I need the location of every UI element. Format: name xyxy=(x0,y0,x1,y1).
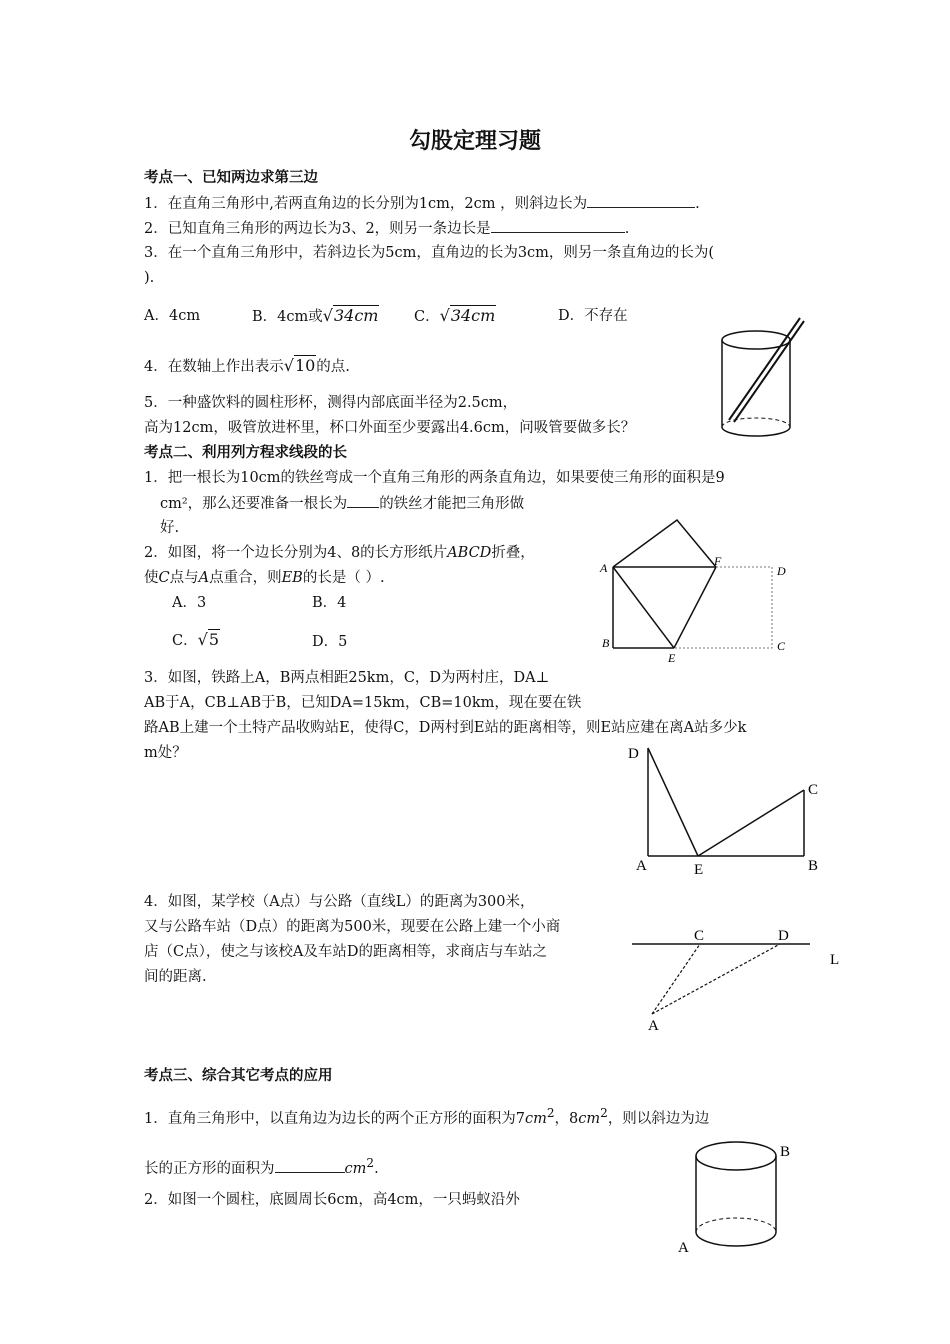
unit-cm: cm xyxy=(578,1110,601,1127)
label-b: B xyxy=(780,1144,791,1160)
s1-q4-text: 4．在数轴上作出表示 xyxy=(144,359,284,375)
s2-q2-line1 xyxy=(144,543,535,563)
cup-straw-figure xyxy=(716,312,816,442)
unit-sup: 2 xyxy=(546,1106,555,1120)
label-a: A xyxy=(600,561,608,575)
unit-sup: 2 xyxy=(366,1156,375,1170)
s1-q2-text: 2．已知直角三角形的两边长为3、2，则另一条边长是 xyxy=(144,221,491,237)
s1-q1 xyxy=(144,193,700,214)
sqrt-symbol: √34cm xyxy=(322,306,379,325)
label-a: A xyxy=(648,1018,659,1034)
label-a: A xyxy=(636,858,647,874)
s2-q3-line2: AB于A，CB⊥AB于B，已知DA=15km，CB=10km，现在要在铁 xyxy=(144,695,582,711)
option-a: A．4cm xyxy=(144,308,201,324)
cylinder-figure xyxy=(672,1136,802,1260)
point-c: C xyxy=(158,570,170,586)
s2-q4-line1: 4．如图，某学校（A点）与公路（直线L）的距离为300米， xyxy=(144,894,535,910)
s3-q1-text4: 长的正方形的面积为 xyxy=(144,1160,275,1177)
s2-q1-text: cm²，那么还要准备一根长为 xyxy=(160,496,348,512)
radicand: 34cm xyxy=(450,306,496,325)
s2-q2-text: 2．如图，将一个边长分别为4、8的长方形纸片 xyxy=(144,545,448,561)
s3-q1-end: . xyxy=(374,1160,379,1177)
label-e: E xyxy=(668,651,676,665)
s2-q2-seg: 点与 xyxy=(169,570,199,586)
s2-q2-seg: 点重合，则 xyxy=(209,570,282,586)
folded-rectangle-figure xyxy=(596,512,796,668)
label-c: C xyxy=(777,639,786,653)
s2-q2-text2: 折叠， xyxy=(491,545,535,561)
unit-sup: 2 xyxy=(600,1106,608,1120)
label-a: A xyxy=(678,1240,689,1256)
s3-q1-text: 1．直角三角形中，以直角边为边长的两个正方形的面积为7 xyxy=(144,1110,525,1127)
option-b xyxy=(252,306,379,327)
s2-q4-line2: 又与公路车站（D点）的距离为500米，现要在公路上建一个小商 xyxy=(144,919,561,935)
s2-q1-line3: 好. xyxy=(160,520,180,536)
point-a: A xyxy=(198,570,210,586)
s2-q1-text2: 的铁丝才能把三角形做 xyxy=(379,496,525,512)
s2-q2-line2 xyxy=(144,568,385,588)
label-d: D xyxy=(777,564,786,578)
s2-option-a: A．3 xyxy=(172,595,207,611)
s2-option-c xyxy=(172,630,220,651)
s2-q2-seg: 的长是（ ）. xyxy=(302,570,385,586)
option-c xyxy=(414,306,496,327)
s1-q5-line2: 高为12cm，吸管放进杯里，杯口外面至少要露出4.6cm，问吸管要做多长？ xyxy=(144,420,636,436)
answer-blank[interactable] xyxy=(491,218,625,233)
s1-q3-line1: 3．在一个直角三角形中，若斜边长为5cm，直角边的长为3cm，则另一条直角边的长为( xyxy=(144,245,715,261)
sqrt-symbol: √5 xyxy=(197,630,219,649)
s2-option-d: D．5 xyxy=(312,634,348,650)
s2-q3-line3: 路AB上建一个土特产品收购站E，使得C，D两村到E站的距离相等，则E站应建在离A站多少k xyxy=(144,720,747,736)
label-c: C xyxy=(694,928,705,944)
s2-q4-line4: 间的距离. xyxy=(144,969,207,985)
segment-eb: EB xyxy=(281,570,303,586)
s3-q1-line1 xyxy=(144,1103,709,1129)
s3-q1-line2 xyxy=(144,1153,379,1179)
label-d: D xyxy=(778,928,789,944)
option-c-text: C． xyxy=(414,309,440,325)
label-d: D xyxy=(628,746,639,762)
rect-name: ABCD xyxy=(447,545,492,561)
label-b: B xyxy=(808,858,819,874)
section2-heading: 考点二、利用列方程求线段的长 xyxy=(144,445,347,461)
s2-option-c-text: C． xyxy=(172,633,198,649)
s3-q2-line1: 2．如图一个圆柱，底圆周长6cm，高4cm，一只蚂蚁沿外 xyxy=(144,1192,520,1208)
sqrt-symbol: √10 xyxy=(283,356,316,375)
s1-q4 xyxy=(144,356,350,377)
sqrt-symbol: √34cm xyxy=(439,306,496,325)
option-b-text: B．4cm或 xyxy=(252,309,323,325)
s1-q3-line2: ). xyxy=(144,270,155,286)
road-figure xyxy=(628,920,848,1036)
s1-q2-end: . xyxy=(624,221,630,237)
s2-q3-line4: m处？ xyxy=(144,745,187,761)
s1-q1-end: . xyxy=(695,196,700,212)
section1-heading: 考点一、已知两边求第三边 xyxy=(144,170,318,186)
s2-q3-line1: 3．如图，铁路上A，B两点相距25km，C，D为两村庄，DA⊥ xyxy=(144,670,550,686)
s1-q1-text: 1．在直角三角形中,若两直角边的长分别为1cm，2cm ，则斜边长为 xyxy=(144,196,588,212)
radicand: 5 xyxy=(208,630,219,649)
unit-cm: cm xyxy=(344,1160,367,1177)
page-title: 勾股定理习题 xyxy=(408,129,541,154)
answer-blank[interactable] xyxy=(275,1158,345,1173)
s3-q1-text2: ，8 xyxy=(554,1110,579,1127)
unit-cm: cm xyxy=(524,1110,547,1127)
s2-q1-line2 xyxy=(160,493,524,514)
answer-blank[interactable] xyxy=(347,493,379,508)
s2-q1-line1: 1．把一根长为10cm的铁丝弯成一个直角三角形的两条直角边，如果要使三角形的面积是9 xyxy=(144,470,725,486)
s1-q4-end: 的点. xyxy=(316,359,350,375)
s1-q5-line1: 5．一种盛饮料的圆柱形杯，测得内部底面半径为2.5cm， xyxy=(144,395,518,411)
label-e: E xyxy=(694,862,704,878)
railway-figure xyxy=(622,738,832,882)
s2-option-b: B．4 xyxy=(312,595,347,611)
s1-q2 xyxy=(144,218,629,239)
s2-q2-seg: 使 xyxy=(144,570,159,586)
label-l: L xyxy=(830,952,840,968)
radicand: 10 xyxy=(294,356,316,375)
answer-blank[interactable] xyxy=(587,193,695,208)
s3-q1-text3: ，则以斜边为边 xyxy=(607,1110,710,1127)
radicand: 34cm xyxy=(333,306,379,325)
label-c: C xyxy=(808,782,819,798)
s2-q4-line3: 店（C点），使之与该校A及车站D的距离相等，求商店与车站之 xyxy=(144,944,547,960)
label-f: F xyxy=(714,554,722,568)
label-b: B xyxy=(602,636,610,650)
section3-heading: 考点三、综合其它考点的应用 xyxy=(144,1068,333,1084)
option-d: D．不存在 xyxy=(558,308,628,324)
